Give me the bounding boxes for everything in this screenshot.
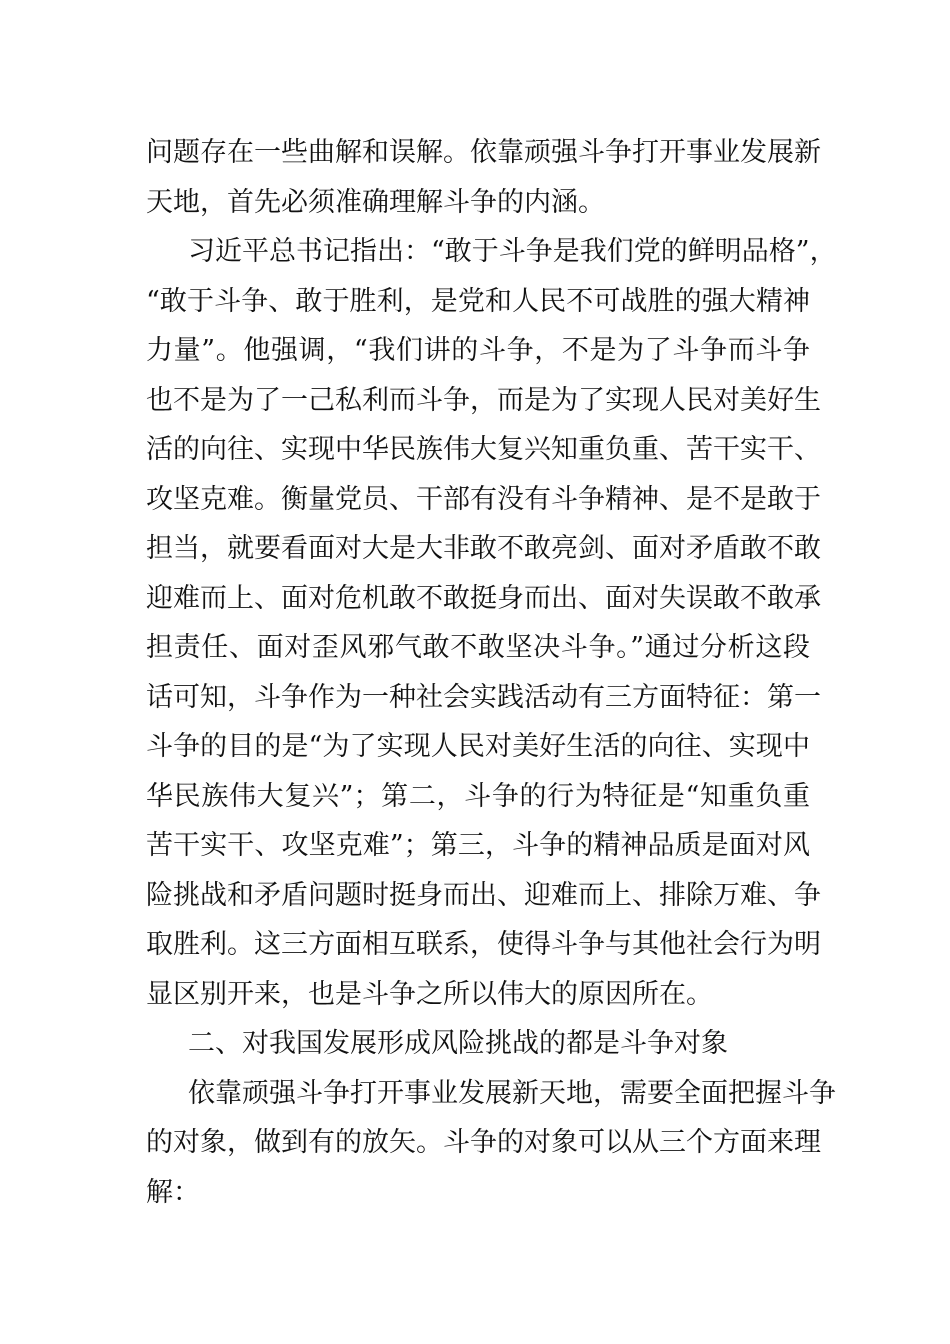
text-line: 解： <box>146 1176 200 1208</box>
text-line: 依靠顽强斗争打开事业发展新天地，需要全面把握斗争 <box>188 1077 836 1109</box>
text-line: 活的向往、实现中华民族伟大复兴知重负重、苦干实干、 <box>146 434 821 465</box>
text-line: 担责任、面对歪风邪气敢不敢坚决斗争。”通过分析这段 <box>146 632 810 663</box>
heading-line: 二、对我国发展形成风险挑战的都是斗争对象 <box>188 1028 728 1059</box>
text-line: 的对象，做到有的放矢。斗争的对象可以从三个方面来理 <box>146 1127 821 1158</box>
text-line: 力量”。他强调，“我们讲的斗争，不是为了斗争而斗争 <box>146 335 810 366</box>
text-line: 问题存在一些曲解和误解。依靠顽强斗争打开事业发展新 <box>146 137 821 168</box>
text-line: 也不是为了一己私利而斗争，而是为了实现人民对美好生 <box>146 384 821 416</box>
text-line: 话可知，斗争作为一种社会实践活动有三方面特征：第一 <box>146 681 821 713</box>
text-line: 斗争的目的是“为了实现人民对美好生活的向往、实现中 <box>146 731 810 762</box>
paragraph-1 <box>146 128 821 227</box>
text-line: 习近平总书记指出：“敢于斗争是我们党的鲜明品格”， <box>188 236 837 267</box>
text-line: 显区别开来，也是斗争之所以伟大的原因所在。 <box>146 978 713 1010</box>
text-line: “敢于斗争、敢于胜利，是党和人民不可战胜的强大精神 <box>146 285 810 317</box>
text-line: 华民族伟大复兴”；第二，斗争的行为特征是“知重负重 <box>146 780 810 812</box>
section-heading <box>146 1019 810 1069</box>
text-line: 苦干实干、攻坚克难”；第三，斗争的精神品质是面对风 <box>146 830 810 861</box>
text-line: 担当，就要看面对大是大非敢不敢亮剑、面对矛盾敢不敢 <box>146 533 821 564</box>
text-line: 险挑战和矛盾问题时挺身而出、迎难而上、排除万难、争 <box>146 879 821 911</box>
text-line: 取胜利。这三方面相互联系，使得斗争与其他社会行为明 <box>146 929 821 960</box>
text-line: 天地，首先必须准确理解斗争的内涵。 <box>146 186 605 218</box>
paragraph-2 <box>146 227 837 1019</box>
paragraph-3 <box>146 1069 836 1218</box>
text-line: 迎难而上、面对危机敢不敢挺身而出、面对失误敢不敢承 <box>146 582 821 614</box>
document-body <box>146 128 837 1217</box>
text-line: 攻坚克难。衡量党员、干部有没有斗争精神、是不是敢于 <box>146 483 821 515</box>
